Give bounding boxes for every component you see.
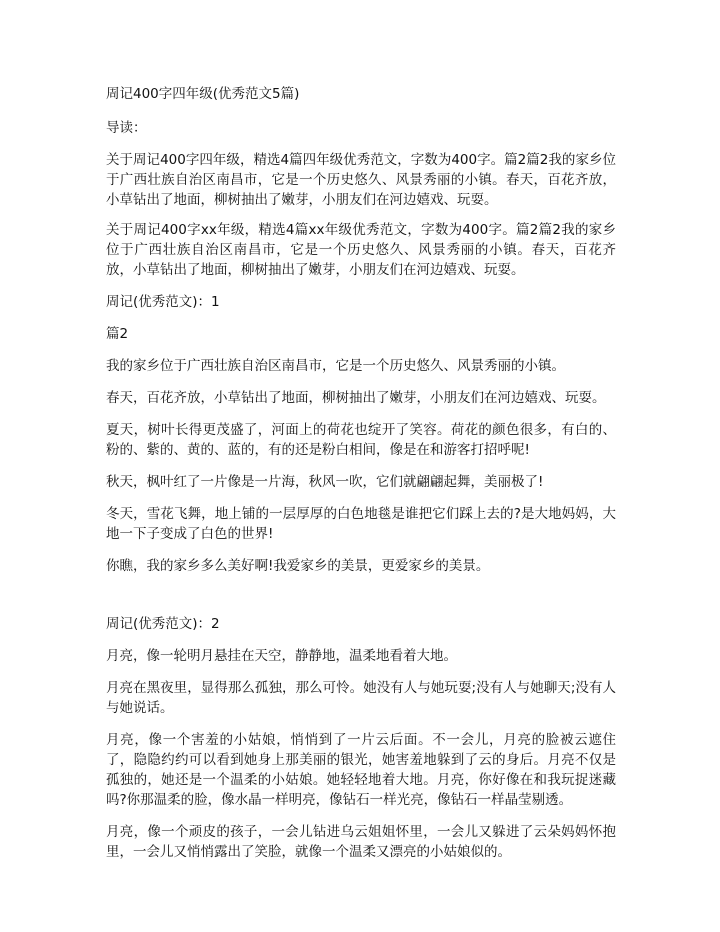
section-2-title: 周记(优秀范文)：2 xyxy=(106,616,220,632)
intro-paragraph-1: 关于周记400字四年级，精选4篇四年级优秀范文，字数为400字。篇2篇2我的家乡位于广西壮族自治区南昌市，它是一个历史悠久、风景秀丽的小镇。春天，百花齐放，小草钻出了地面，柳树抽出了嫩芽，小朋友们在河边嬉戏、玩耍。 xyxy=(106,152,616,208)
section-2-paragraph-3: 月亮，像一个害羞的小姑娘，悄悄到了一片云后面。不一会儿，月亮的脸被云遮住了，隐隐约约可以看到她身上那美丽的银光，她害羞地躲到了云的身后。月亮不仅是孤独的，她还是一个温柔的小姑娘。她轻轻地着大地。月亮，你好像在和我玩捉迷藏吗?你那温柔的脸，像水晶一样明亮，像钻石一样光亮，像钻石一样晶莹剔透。 xyxy=(106,732,616,808)
section-1-paragraph-5: 冬天，雪花飞舞，地上铺的一层厚厚的白色地毯是谁把它们踩上去的?是大地妈妈，大地一下子变成了白色的世界! xyxy=(106,506,616,542)
section-1-paragraph-1: 我的家乡位于广西壮族自治区南昌市，它是一个历史悠久、风景秀丽的小镇。 xyxy=(106,358,565,374)
intro-paragraph-2: 关于周记400字xx年级，精选4篇xx年级优秀范文，字数为400字。篇2篇2我的家乡位于广西壮族自治区南昌市，它是一个历史悠久、风景秀丽的小镇。春天，百花齐放，小草钻出了地面，柳树抽出了嫩芽，小朋友们在河边嬉戏、玩耍。 xyxy=(106,222,616,278)
section-2-paragraph-4: 月亮，像一个顽皮的孩子，一会儿钻进乌云姐姐怀里，一会儿又躲进了云朵妈妈怀抱里，一会儿又悄悄露出了笑脸，就像一个温柔又漂亮的小姑娘似的。 xyxy=(106,824,616,860)
document-title: 周记400字四年级(优秀范文5篇) xyxy=(106,86,300,102)
intro-label: 导读： xyxy=(106,120,147,136)
section-1-paragraph-2: 春天，百花齐放，小草钻出了地面，柳树抽出了嫩芽，小朋友们在河边嬉戏、玩耍。 xyxy=(106,390,606,406)
section-1-subtitle: 篇2 xyxy=(106,326,129,342)
section-2-paragraph-2: 月亮在黑夜里，显得那么孤独，那么可怜。她没有人与她玩耍;没有人与她聊天;没有人与她说话。 xyxy=(106,680,616,716)
section-1-paragraph-6: 你瞧，我的家乡多么美好啊!我爱家乡的美景，更爱家乡的美景。 xyxy=(106,558,490,574)
section-2-paragraph-1: 月亮，像一轮明月悬挂在天空，静静地，温柔地看着大地。 xyxy=(106,648,457,664)
section-1-title: 周记(优秀范文)：1 xyxy=(106,294,220,310)
section-1-paragraph-4: 秋天，枫叶红了一片像是一片海，秋风一吹，它们就翩翩起舞，美丽极了! xyxy=(106,474,544,490)
section-gap xyxy=(106,588,616,614)
section-1-paragraph-3: 夏天，树叶长得更茂盛了，河面上的荷花也绽开了笑容。荷花的颜色很多，有白的、粉的、紫的、黄的、蓝的，有的还是粉白相间，像是在和游客打招呼呢! xyxy=(106,422,616,458)
